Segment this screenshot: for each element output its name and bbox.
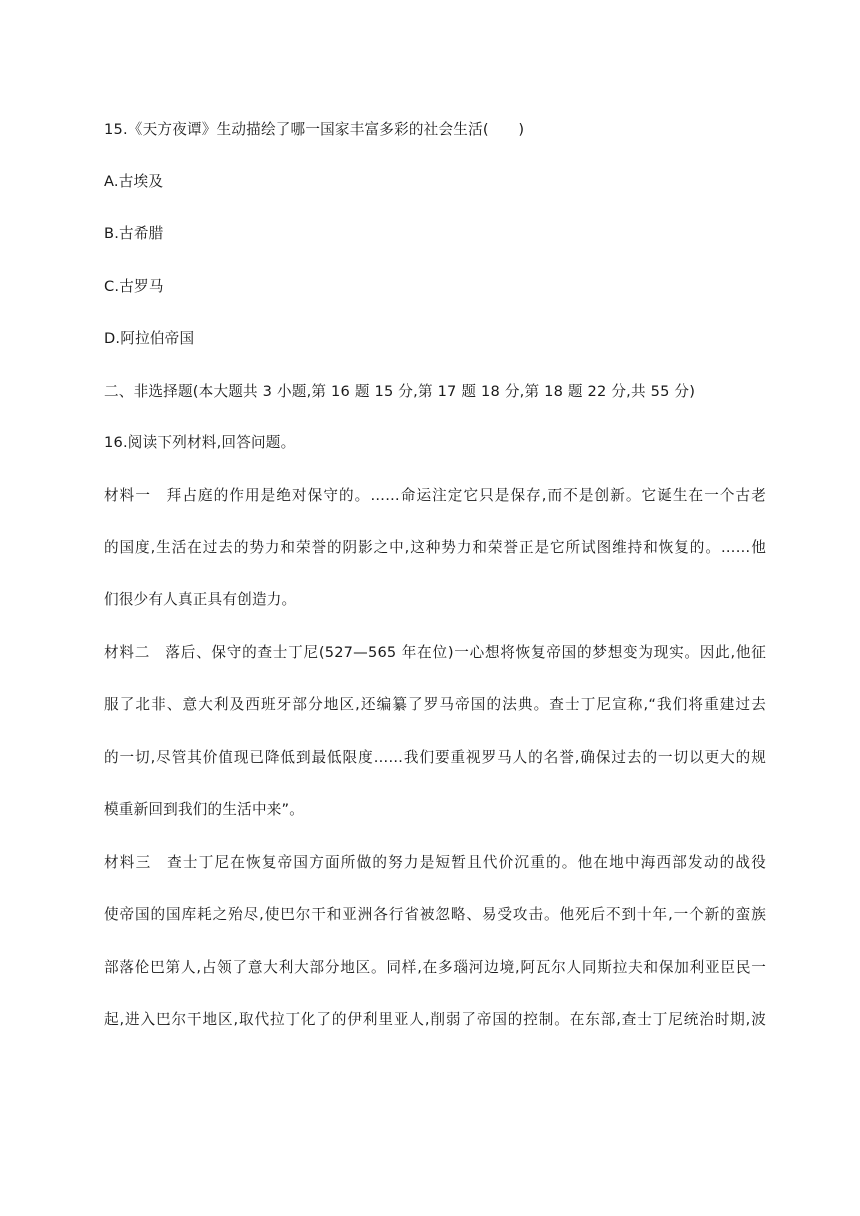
question-15-stem: 15.《天方夜谭》生动描绘了哪一国家丰富多彩的社会生活( ) [104, 121, 525, 138]
material-3-line: 材料三 查士丁尼在恢复帝国方面所做的努力是短暂且代价沉重的。他在地中海西部发动的战役 [104, 854, 766, 871]
material-1-line: 的国度,生活在过去的势力和荣誉的阴影之中,这种势力和荣誉正是它所试图维持和恢复的。……他 [104, 539, 766, 556]
material-2-line: 服了北非、意大利及西班牙部分地区,还编纂了罗马帝国的法典。查士丁尼宣称,“我们将重建过去 [104, 696, 766, 713]
material-3-line: 使帝国的国库耗之殆尽,使巴尔干和亚洲各行省被忽略、易受攻击。他死后不到十年,一个新的蛮族 [104, 906, 766, 923]
material-2-line: 模重新回到我们的生活中来”。 [104, 801, 305, 818]
question-15-option-d: D.阿拉伯帝国 [104, 330, 195, 347]
material-1-line: 材料一 拜占庭的作用是绝对保守的。……命运注定它只是保存,而不是创新。它诞生在一个古老 [104, 487, 766, 504]
question-15-option-b: B.古希腊 [104, 225, 164, 242]
material-1-line: 们很少有人真正具有创造力。 [104, 591, 297, 608]
question-15-option-a: A.古埃及 [104, 173, 164, 190]
material-2-line: 的一切,尽管其价值现已降低到最低限度……我们要重视罗马人的名誉,确保过去的一切以更大的规 [104, 749, 766, 766]
material-3-line: 起,进入巴尔干地区,取代拉丁化了的伊利里亚人,削弱了帝国的控制。在东部,查士丁尼统治时期,波 [104, 1011, 766, 1028]
material-2-line: 材料二 落后、保守的查士丁尼(527—565 年在位)一心想将恢复帝国的梦想变为现实。因此,他征 [104, 644, 766, 661]
material-3-line: 部落伦巴第人,占领了意大利大部分地区。同样,在多瑙河边境,阿瓦尔人同斯拉夫和保加利亚臣民一 [104, 959, 766, 976]
section-2-heading: 二、非选择题(本大题共 3 小题,第 16 题 15 分,第 17 题 18 分,第 18 题 22 分,共 55 分) [104, 383, 696, 400]
question-16-stem: 16.阅读下列材料,回答问题。 [104, 434, 296, 451]
question-15-option-c: C.古罗马 [104, 278, 164, 295]
